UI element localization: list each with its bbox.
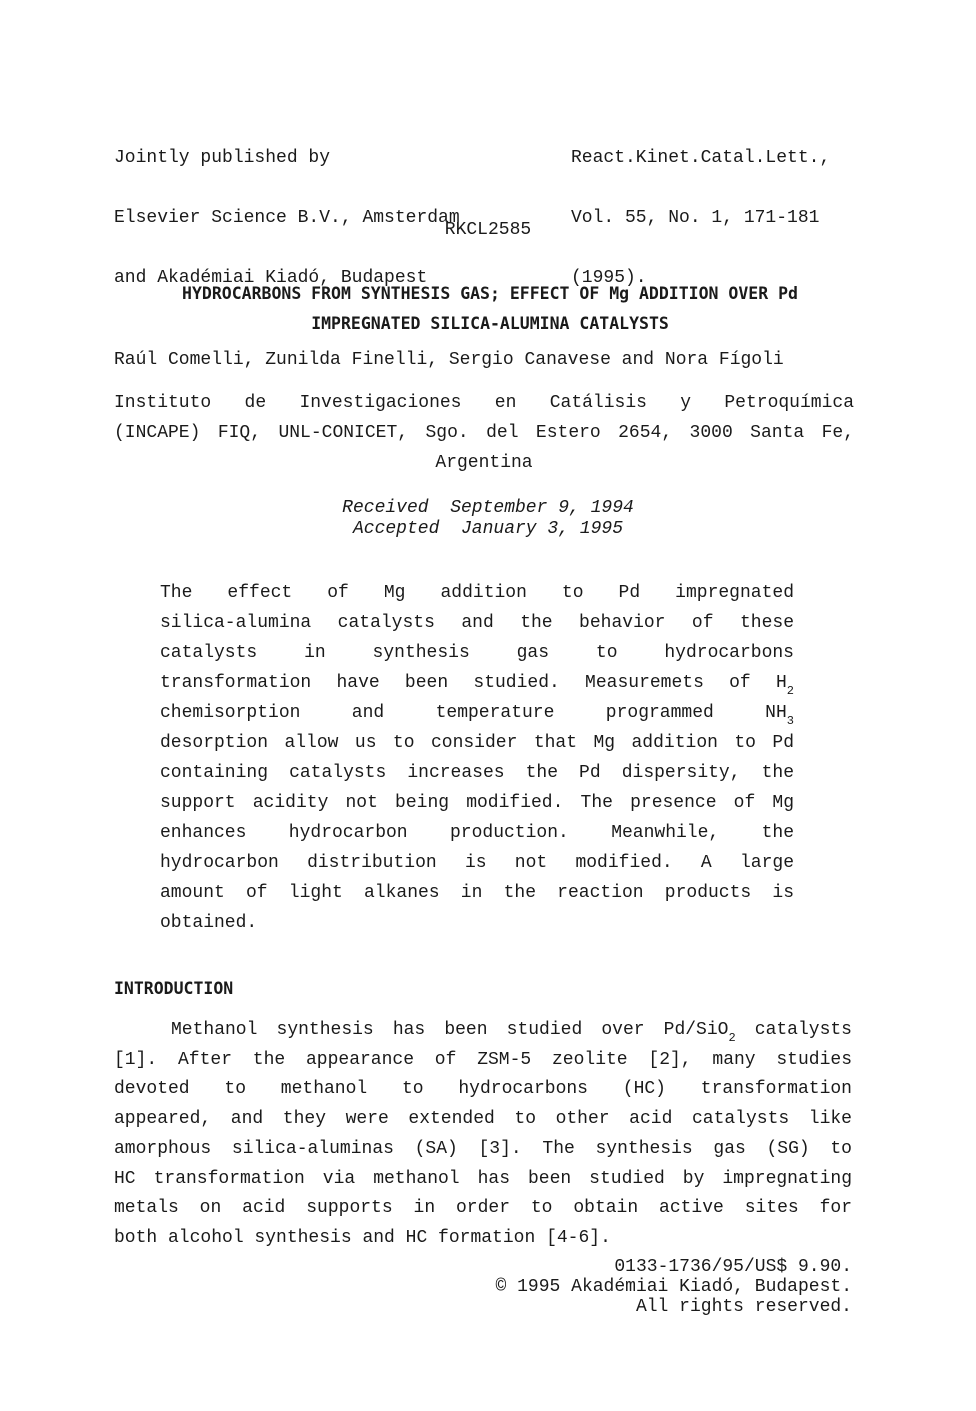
citation-line: Vol. 55, No. 1, 171-181	[571, 208, 820, 228]
abstract-line	[160, 698, 794, 728]
footer-line: All rights reserved.	[635, 1297, 852, 1317]
sio2-subscript: 2	[728, 1031, 736, 1045]
abstract-line: amount of light alkanes in the reaction products is	[160, 883, 794, 903]
intro-line: metals on acid supports in order to obtain active sites for	[114, 1198, 852, 1219]
abstract-line-text: chemisorption and temperature programmed NH	[160, 703, 787, 723]
title-line: IMPREGNATED SILICA-ALUMINA CATALYSTS	[311, 314, 669, 333]
introduction-body	[114, 1016, 852, 1254]
affiliation-line: Argentina	[435, 453, 533, 473]
intro-line	[114, 1016, 852, 1046]
title-line: HYDROCARBONS FROM SYNTHESIS GAS; EFFECT OF Mg ADDITION OVER Pd	[182, 284, 798, 303]
publisher-line: Elsevier Science B.V., Amsterdam	[114, 208, 460, 228]
affiliation-line: Instituto de Investigaciones en Catálisis y Petroquímica	[114, 393, 854, 413]
publisher-line: and Akadémiai Kiadó, Budapest	[114, 268, 428, 288]
intro-line: appeared, and they were extended to other acid catalysts like	[114, 1109, 852, 1130]
introduction-heading: INTRODUCTION	[114, 979, 234, 998]
intro-line: devoted to methanol to hydrocarbons (HC) transformation	[114, 1079, 852, 1100]
submission-dates	[0, 498, 976, 540]
citation-line: (1995).	[571, 268, 647, 288]
abstract-line: hydrocarbon distribution is not modified. A large	[160, 853, 794, 873]
abstract-line: The effect of Mg addition to Pd impregnated	[160, 583, 794, 603]
abstract-line: obtained.	[160, 913, 258, 933]
nh3-subscript: 3	[786, 714, 794, 728]
received-date: Received September 9, 1994	[342, 498, 634, 518]
intro-line: amorphous silica-aluminas (SA) [3]. The synthesis gas (SG) to	[114, 1138, 852, 1159]
manuscript-code: RKCL2585	[444, 220, 532, 240]
abstract	[160, 578, 794, 938]
author-list: Raúl Comelli, Zunilda Finelli, Sergio Canavese and Nora Fígoli	[114, 350, 784, 370]
abstract-line-text: transformation have been studied. Measuremets of H	[160, 673, 787, 693]
abstract-line	[160, 668, 794, 698]
abstract-line: silica-alumina catalysts and the behavior of these	[160, 613, 794, 633]
h2-subscript: 2	[786, 684, 794, 698]
publisher-line: Jointly published by	[114, 148, 331, 168]
abstract-line: enhances hydrocarbon production. Meanwhile, the	[160, 823, 794, 843]
intro-line: HC transformation via methanol has been studied by impregnating	[114, 1168, 852, 1189]
paper-title	[114, 279, 866, 339]
copyright-footer	[496, 1257, 852, 1317]
intro-line-text: Methanol synthesis has been studied over Pd/SiO	[171, 1020, 729, 1040]
footer-line: © 1995 Akadémiai Kiadó, Budapest.	[495, 1277, 852, 1297]
abstract-line: desorption allow us to consider that Mg addition to Pd	[160, 733, 794, 753]
intro-line: both alcohol synthesis and HC formation [4-6].	[114, 1227, 611, 1248]
abstract-line: support acidity not being modified. The presence of Mg	[160, 793, 794, 813]
footer-line: 0133-1736/95/US$ 9.90.	[614, 1257, 852, 1277]
abstract-line: containing catalysts increases the Pd dispersity, the	[160, 763, 794, 783]
abstract-line: catalysts in synthesis gas to hydrocarbons	[160, 643, 794, 663]
affiliation	[114, 388, 854, 478]
citation-line: React.Kinet.Catal.Lett.,	[571, 148, 831, 168]
affiliation-line: (INCAPE) FIQ, UNL-CONICET, Sgo. del Estero 2654, 3000 Santa Fe,	[114, 423, 854, 443]
accepted-date: Accepted January 3, 1995	[352, 519, 624, 539]
intro-line: [1]. After the appearance of ZSM-5 zeolite [2], many studies	[114, 1049, 852, 1070]
intro-line-text: catalysts	[735, 1020, 852, 1040]
